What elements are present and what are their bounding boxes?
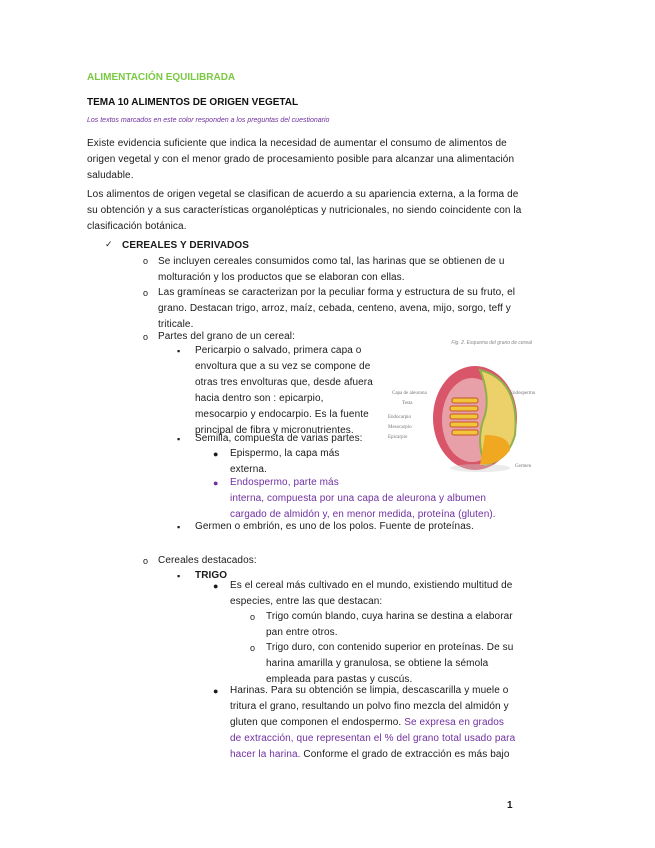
cereal-grain-figure xyxy=(380,340,540,480)
circle-bullet-icon: o xyxy=(143,556,149,566)
destacados-heading: Cereales destacados: xyxy=(158,555,257,566)
trigo-blando-item: Trigo común blando, cuya harina se destina a elaborar pan entre otros. xyxy=(266,611,513,638)
trigo-description: Es el cereal más cultivado en el mundo, existiendo multitud de especies, entre las que destacan: xyxy=(230,580,513,607)
cereales-item-2: Las gramíneas se caracterizan por la peculiar forma y estructura de su fruto, el grano. Destacan trigo, arroz, maíz, cebada, centeno, avena, mijo, sorgo, teff y triticale. xyxy=(158,287,516,330)
circle-bullet-icon: o xyxy=(143,256,149,266)
germen-item: Germen o embrión, es uno de los polos. Fuente de proteínas. xyxy=(195,521,474,532)
color-note: Los textos marcados en este color responden a los preguntas del cuestionario xyxy=(87,117,330,124)
label-endospermo: Endospermo xyxy=(510,391,536,396)
semilla-item: Semilla, compuesta de varias partes: xyxy=(195,433,363,444)
grain-diagram-icon xyxy=(380,340,540,480)
circle-bullet-icon: o xyxy=(143,332,149,342)
harinas-item: Harinas. Para su obtención se limpia, descascarilla y muele o tritura el grano, resultando un polvo fino mezcla del almidón y gluten que componen el endospermo. Se expresa en grados de extracción, que representan el % del grano total usado para hacer la harina. Conforme el grado de extracción es más bajo xyxy=(230,685,516,760)
square-bullet-icon: ▪ xyxy=(177,434,181,444)
label-endocarpio: Endocarpio xyxy=(388,415,412,420)
figure-caption: Fig. 2. Esquema del grano de cereal xyxy=(451,340,532,346)
label-aleurona: Capa de aleurona xyxy=(392,391,427,396)
label-epicarpio: Epicarpio xyxy=(388,435,408,440)
partes-heading: Partes del grano de un cereal: xyxy=(158,331,295,342)
circle-bullet-icon: o xyxy=(250,612,256,622)
page-title: TEMA 10 ALIMENTOS DE ORIGEN VEGETAL xyxy=(87,97,299,108)
pericarpio-item: Pericarpio o salvado, primera capa o envoltura que a su vez se compone de otras tres envolturas que, desde afuera hacia dentro son : epicarpio, mesocarpio y endocarpio. Es la fuente principal de fibra y micronutrientes. xyxy=(195,345,373,436)
dot-bullet-icon: ● xyxy=(213,581,219,591)
epispermo-item: Epispermo, la capa más externa. xyxy=(230,448,340,475)
square-bullet-icon: ▪ xyxy=(177,346,181,356)
dot-bullet-icon: ● xyxy=(213,449,219,459)
page-number: 1 xyxy=(507,800,513,811)
trigo-duro-item: Trigo duro, con contenido superior en proteínas. De su harina amarilla y granulosa, se obtiene la sémola empleada para pastas y cuscús. xyxy=(266,642,514,685)
endospermo-item: Endospermo, parte más xyxy=(230,477,339,488)
checkmark-icon: ✓ xyxy=(105,239,113,249)
label-mesocarpio: Mesocarpio xyxy=(388,425,412,430)
square-bullet-icon: ▪ xyxy=(177,571,181,581)
label-germen: Germen xyxy=(515,464,532,469)
dot-bullet-icon: ● xyxy=(213,478,219,488)
trigo-heading: TRIGO xyxy=(195,570,228,581)
square-bullet-icon: ▪ xyxy=(177,522,181,532)
dot-bullet-icon: ● xyxy=(213,686,219,696)
circle-bullet-icon: o xyxy=(143,288,149,298)
endospermo-item-cont: interna, compuesta por una capa de aleurona y albumen cargado de almidón y, en menor medida, proteína (gluten). xyxy=(230,493,496,520)
cereales-item-1: Se incluyen cereales consumidos como tal, las harinas que se obtienen de u molturación y los productos que se elaboran con ellas. xyxy=(158,256,505,283)
section-title: ALIMENTACIÓN EQUILIBRADA xyxy=(87,72,236,83)
intro-paragraph-1: Existe evidencia suficiente que indica la necesidad de aumentar el consumo de alimentos de origen vegetal y con el menor grado de procesamiento posible para alcanzar una alimentación saludable. xyxy=(87,138,515,181)
circle-bullet-icon: o xyxy=(250,643,256,653)
cereales-heading: CEREALES Y DERIVADOS xyxy=(122,240,250,251)
label-testa: Testa xyxy=(402,401,413,406)
intro-paragraph-2: Los alimentos de origen vegetal se clasifican de acuerdo a su apariencia externa, a la forma de su obtención y a sus características organolépticas y nutricionales, no siendo coincidente con la clasificación botánica. xyxy=(87,189,522,232)
